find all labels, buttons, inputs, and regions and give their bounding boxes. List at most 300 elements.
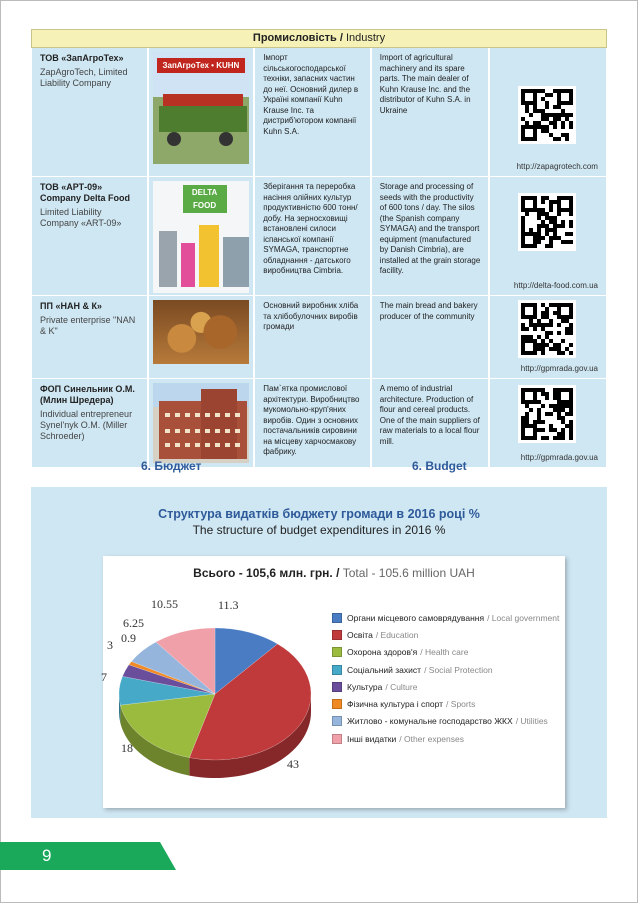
qr-module — [545, 244, 549, 248]
qr-module — [549, 240, 553, 244]
qr-module — [525, 208, 529, 212]
qr-module — [557, 89, 561, 93]
qr-module — [533, 101, 537, 105]
qr-module — [557, 331, 561, 335]
qr-module — [537, 412, 541, 416]
qr-code-icon — [518, 300, 576, 358]
qr-module — [561, 351, 565, 355]
qr-module — [553, 224, 557, 228]
legend-label-en: / Health care — [420, 647, 469, 658]
qr-module — [521, 335, 525, 339]
qr-module — [553, 236, 557, 240]
qr-module — [537, 323, 541, 327]
company-name-en-bold: Company Delta Food — [40, 193, 131, 203]
qr-module — [541, 109, 545, 113]
section-title-ua: 6. Бюджет — [141, 459, 202, 473]
qr-module — [525, 388, 529, 392]
qr-module — [557, 311, 561, 315]
description-en: A memo of industrial architecture. Production of flour and cereal products. One of the main suppliers of raw materials to a local flour mill. — [372, 379, 491, 467]
qr-module — [569, 432, 573, 436]
legend-swatch — [332, 716, 342, 726]
qr-module — [533, 432, 537, 436]
qr-module — [533, 315, 537, 319]
description-ua: Зберігання та переробка насіння олійних культур продуктивністю 600 тонн/добу. На зерносховищі встановлені силоси іспанської компанії SYMAGA, транспортне обладнання - датського виробництва Cimbria. — [255, 177, 372, 295]
legend-swatch — [332, 665, 342, 675]
qr-module — [557, 404, 561, 408]
qr-module — [545, 323, 549, 327]
qr-module — [569, 420, 573, 424]
qr-module — [569, 307, 573, 311]
legend-label-en: / Utilities — [515, 716, 548, 727]
qr-module — [525, 424, 529, 428]
qr-module — [533, 339, 537, 343]
qr-module — [545, 315, 549, 319]
pie-value-label: 6.25 — [123, 616, 144, 630]
qr-module — [533, 121, 537, 125]
qr-module — [545, 335, 549, 339]
qr-module — [529, 388, 533, 392]
qr-module — [557, 117, 561, 121]
website-link[interactable]: http://delta-food.com.ua — [513, 280, 598, 290]
qr-module — [569, 97, 573, 101]
qr-module — [557, 396, 561, 400]
qr-module — [529, 125, 533, 129]
qr-module — [521, 236, 525, 240]
qr-module — [545, 343, 549, 347]
legend-item — [332, 713, 559, 730]
tractor-photo — [153, 52, 250, 164]
qr-module — [557, 412, 561, 416]
company-name: ФОП Синельник О.М. (Млин Шредера) — [40, 384, 135, 405]
qr-module — [569, 408, 573, 412]
qr-module — [521, 343, 525, 347]
qr-module — [541, 113, 545, 117]
legend-item — [332, 678, 559, 695]
company-name: ТОВ «АРТ-09» — [40, 182, 103, 192]
mill-photo — [153, 383, 250, 463]
description-en: The main bread and bakery producer of the community — [372, 296, 491, 378]
company-logo: ЗапАгроТех • KUHN — [157, 58, 246, 73]
legend-item — [332, 695, 559, 712]
company-logo: DELTA FOOD — [183, 185, 227, 213]
chart-total-en: Total - 105.6 million UAH — [339, 566, 475, 580]
qr-module — [537, 109, 541, 113]
qr-module — [557, 200, 561, 204]
qr-module — [545, 196, 549, 200]
qr-module — [533, 400, 537, 404]
qr-module — [525, 137, 529, 141]
qr-module — [557, 212, 561, 216]
qr-module — [541, 428, 545, 432]
qr-module — [525, 416, 529, 420]
legend-label: Інші видатки — [347, 733, 397, 744]
qr-module — [541, 117, 545, 121]
qr-module — [569, 404, 573, 408]
qr-module — [569, 101, 573, 105]
qr-module — [545, 331, 549, 335]
qr-module — [549, 220, 553, 224]
qr-module — [521, 311, 525, 315]
qr-module — [545, 436, 549, 440]
qr-module — [537, 416, 541, 420]
qr-module — [561, 220, 565, 224]
qr-module — [553, 125, 557, 129]
qr-module — [521, 388, 525, 392]
qr-module — [525, 327, 529, 331]
qr-module — [521, 240, 525, 244]
qr-module — [541, 220, 545, 224]
qr-module — [537, 89, 541, 93]
qr-module — [541, 303, 545, 307]
qr-module — [549, 347, 553, 351]
qr-module — [525, 244, 529, 248]
qr-module — [533, 89, 537, 93]
qr-module — [525, 89, 529, 93]
qr-module — [549, 412, 553, 416]
legend-label: Органи місцевого самоврядування — [347, 612, 485, 623]
qr-module — [525, 121, 529, 125]
qr-module — [521, 129, 525, 133]
qr-module — [533, 420, 537, 424]
qr-module — [549, 428, 553, 432]
chart-total-ua: Всього - 105,6 млн. грн. / — [193, 566, 340, 580]
qr-module — [521, 216, 525, 220]
qr-module — [553, 216, 557, 220]
qr-module — [533, 129, 537, 133]
qr-module — [553, 347, 557, 351]
qr-module — [525, 232, 529, 236]
legend-label-en: / Culture — [385, 681, 418, 692]
website-link[interactable]: http://gpmrada.gov.ua — [520, 363, 598, 373]
qr-module — [521, 392, 525, 396]
qr-module — [561, 196, 565, 200]
qr-module — [569, 311, 573, 315]
qr-module — [533, 200, 537, 204]
qr-module — [553, 303, 557, 307]
qr-module — [537, 232, 541, 236]
qr-module — [533, 208, 537, 212]
legend-item — [332, 661, 559, 678]
qr-module — [521, 224, 525, 228]
qr-module — [537, 408, 541, 412]
qr-module — [557, 408, 561, 412]
qr-module — [565, 347, 569, 351]
qr-module — [541, 97, 545, 101]
qr-module — [561, 428, 565, 432]
qr-module — [545, 101, 549, 105]
qr-module — [537, 121, 541, 125]
qr-module — [553, 228, 557, 232]
qr-module — [549, 93, 553, 97]
qr-module — [533, 204, 537, 208]
qr-module — [557, 323, 561, 327]
qr-module — [533, 93, 537, 97]
legend-label-en: / Other expenses — [399, 733, 464, 744]
qr-module — [553, 232, 557, 236]
silo-photo — [153, 181, 250, 293]
qr-module — [545, 216, 549, 220]
qr-module — [557, 224, 561, 228]
legend-label: Соціальний захист — [347, 664, 422, 675]
qr-module — [545, 228, 549, 232]
qr-module — [561, 224, 565, 228]
qr-module — [557, 93, 561, 97]
qr-module — [549, 121, 553, 125]
table-row — [31, 296, 607, 379]
qr-module — [565, 315, 569, 319]
qr-module — [533, 109, 537, 113]
qr-module — [533, 303, 537, 307]
qr-module — [537, 208, 541, 212]
legend-swatch — [332, 647, 342, 657]
qr-module — [521, 196, 525, 200]
qr-module — [545, 129, 549, 133]
qr-module — [529, 319, 533, 323]
qr-module — [569, 89, 573, 93]
qr-module — [565, 412, 569, 416]
qr-module — [561, 436, 565, 440]
qr-module — [553, 388, 557, 392]
qr-module — [533, 244, 537, 248]
qr-module — [569, 224, 573, 228]
qr-module — [557, 307, 561, 311]
qr-module — [569, 392, 573, 396]
qr-module — [521, 208, 525, 212]
qr-module — [549, 133, 553, 137]
qr-module — [549, 113, 553, 117]
qr-module — [545, 307, 549, 311]
qr-module — [525, 196, 529, 200]
qr-module — [569, 220, 573, 224]
budget-title-en: The structure of budget expenditures in 2016 % — [192, 523, 446, 537]
qr-module — [521, 428, 525, 432]
qr-module — [557, 208, 561, 212]
qr-module — [525, 109, 529, 113]
qr-module — [557, 388, 561, 392]
qr-module — [533, 307, 537, 311]
qr-module — [541, 436, 545, 440]
qr-module — [569, 113, 573, 117]
qr-module — [521, 420, 525, 424]
qr-module — [541, 343, 545, 347]
qr-module — [549, 339, 553, 343]
qr-module — [529, 323, 533, 327]
pie-value-label: 43 — [287, 757, 299, 771]
qr-module — [549, 236, 553, 240]
qr-module — [541, 420, 545, 424]
qr-module — [541, 125, 545, 129]
qr-module — [537, 420, 541, 424]
qr-module — [545, 117, 549, 121]
website-link[interactable]: http://gpmrada.gov.ua — [520, 452, 598, 462]
qr-module — [541, 323, 545, 327]
qr-module — [521, 97, 525, 101]
qr-module — [533, 240, 537, 244]
qr-module — [525, 101, 529, 105]
qr-module — [521, 436, 525, 440]
table-header-en: Industry — [345, 32, 386, 44]
qr-module — [525, 315, 529, 319]
qr-module — [533, 428, 537, 432]
company-name-en: ZapAgroTech, Limited Liability Company — [40, 67, 128, 88]
qr-module — [533, 137, 537, 141]
qr-module — [533, 97, 537, 101]
qr-module — [549, 228, 553, 232]
qr-module — [561, 404, 565, 408]
qr-module — [541, 388, 545, 392]
qr-module — [553, 408, 557, 412]
qr-module — [553, 121, 557, 125]
qr-module — [529, 436, 533, 440]
qr-module — [545, 392, 549, 396]
qr-module — [553, 396, 557, 400]
legend-label: Фізична культура і спорт — [347, 699, 444, 710]
legend-label-en: / Local government — [487, 612, 560, 623]
qr-module — [565, 424, 569, 428]
qr-module — [525, 436, 529, 440]
industry-table — [31, 29, 607, 468]
qr-module — [553, 105, 557, 109]
qr-module — [561, 208, 565, 212]
qr-module — [521, 200, 525, 204]
qr-module — [569, 331, 573, 335]
qr-module — [553, 137, 557, 141]
legend-item — [332, 626, 559, 643]
qr-module — [541, 129, 545, 133]
page-number: 9 — [42, 846, 52, 865]
qr-module — [521, 133, 525, 137]
qr-module — [529, 400, 533, 404]
qr-module — [537, 335, 541, 339]
qr-module — [557, 351, 561, 355]
qr-module — [545, 412, 549, 416]
qr-module — [521, 204, 525, 208]
qr-module — [541, 89, 545, 93]
pie-value-label: 7 — [101, 670, 107, 684]
pie-chart — [103, 556, 333, 808]
qr-module — [545, 232, 549, 236]
qr-module — [561, 133, 565, 137]
qr-module — [557, 315, 561, 319]
qr-module — [541, 339, 545, 343]
qr-module — [529, 208, 533, 212]
pie-value-label: 10.55 — [151, 597, 178, 611]
qr-module — [561, 101, 565, 105]
qr-module — [549, 244, 553, 248]
chart-card — [103, 556, 565, 808]
qr-module — [549, 331, 553, 335]
qr-module — [549, 319, 553, 323]
legend-label: Житлово - комунальне господарство ЖКХ — [347, 716, 513, 727]
qr-code-icon — [518, 193, 576, 251]
qr-module — [525, 105, 529, 109]
qr-module — [569, 240, 573, 244]
table-row — [31, 379, 607, 468]
qr-module — [541, 196, 545, 200]
qr-module — [557, 416, 561, 420]
qr-module — [521, 396, 525, 400]
qr-module — [537, 428, 541, 432]
qr-module — [537, 400, 541, 404]
qr-module — [557, 436, 561, 440]
legend-label-en: / Sports — [446, 699, 476, 710]
qr-module — [537, 212, 541, 216]
qr-module — [553, 89, 557, 93]
qr-module — [521, 228, 525, 232]
qr-module — [529, 89, 533, 93]
qr-module — [553, 404, 557, 408]
qr-module — [565, 101, 569, 105]
qr-module — [565, 133, 569, 137]
qr-module — [541, 315, 545, 319]
qr-module — [569, 200, 573, 204]
qr-module — [529, 351, 533, 355]
chart-legend — [332, 609, 559, 747]
website-link[interactable]: http://zapagrotech.com — [516, 161, 598, 171]
qr-module — [525, 400, 529, 404]
qr-module — [557, 392, 561, 396]
qr-module — [541, 208, 545, 212]
qr-module — [553, 311, 557, 315]
qr-module — [565, 303, 569, 307]
qr-module — [529, 244, 533, 248]
qr-module — [533, 236, 537, 240]
legend-label-en: / Education — [375, 629, 419, 640]
qr-module — [537, 224, 541, 228]
qr-module — [545, 105, 549, 109]
qr-module — [565, 331, 569, 335]
qr-module — [561, 240, 565, 244]
legend-label: Культура — [347, 681, 383, 692]
qr-module — [533, 396, 537, 400]
table-header — [31, 29, 607, 48]
qr-module — [537, 125, 541, 129]
qr-module — [545, 311, 549, 315]
qr-module — [561, 408, 565, 412]
qr-module — [561, 400, 565, 404]
qr-module — [565, 404, 569, 408]
qr-module — [521, 89, 525, 93]
qr-module — [533, 436, 537, 440]
qr-module — [565, 400, 569, 404]
description-ua: Основний виробник хліба та хлібобулочних виробів громади — [255, 296, 372, 378]
qr-module — [533, 327, 537, 331]
qr-module — [521, 137, 525, 141]
qr-module — [561, 89, 565, 93]
company-name: ТОВ «ЗапАгроТех» — [40, 53, 124, 63]
qr-module — [537, 240, 541, 244]
qr-module — [557, 196, 561, 200]
qr-module — [553, 200, 557, 204]
qr-module — [565, 327, 569, 331]
description-ua: Пам`ятка промислової архітектури. Виробництво мукомольно-круп'яних виробів. Один з основних постачальників сировини на місцеву харчосмакову фабрику. — [255, 379, 372, 467]
qr-module — [545, 224, 549, 228]
qr-module — [549, 200, 553, 204]
table-row — [31, 177, 607, 296]
qr-module — [541, 236, 545, 240]
budget-title-ua: Структура видатків бюджету громади в 2016 році % — [158, 507, 480, 521]
qr-module — [533, 311, 537, 315]
qr-module — [549, 216, 553, 220]
qr-module — [537, 347, 541, 351]
description-ua: Імпорт сільськогосподарської техніки, запасних частин до неї. Основний дилер в Україні компанії Kuhn Krause Inc. та дистриб'ютором компанії Kuhn S.A. — [255, 48, 372, 176]
legend-swatch — [332, 699, 342, 709]
qr-module — [545, 113, 549, 117]
legend-swatch — [332, 734, 342, 744]
qr-module — [525, 351, 529, 355]
table-row — [31, 48, 607, 177]
pie-value-label: 3 — [107, 638, 113, 652]
